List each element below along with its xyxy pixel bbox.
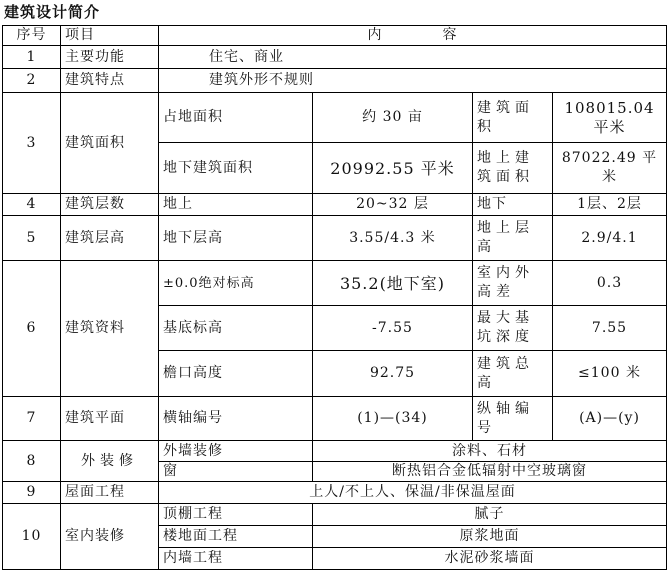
table-row — [3, 482, 667, 504]
table-row — [3, 194, 667, 216]
row-number: 3 — [3, 93, 61, 194]
row-number: 4 — [3, 194, 61, 216]
row-item: 建筑层数 — [61, 194, 159, 216]
row-value: 建筑外形不规则 — [159, 69, 667, 93]
header-content: 内 容 — [159, 26, 667, 46]
row-number: 10 — [3, 504, 61, 570]
cell-label: 基底标高 — [159, 306, 313, 351]
cell-value: 涂料、石材 — [313, 441, 667, 462]
header-seq: 序号 — [3, 26, 61, 46]
row-item: 建筑资料 — [61, 261, 159, 397]
row-item: 建筑特点 — [61, 69, 159, 93]
table-row — [3, 216, 667, 261]
cell-value: 1层、2层 — [553, 194, 667, 216]
table-row — [3, 46, 667, 69]
table-row — [3, 69, 667, 93]
table-row — [3, 441, 667, 462]
row-item: 外装修 — [61, 441, 159, 482]
cell-label: 窗 — [159, 462, 313, 482]
cell-label: 室内外高差 — [473, 261, 553, 306]
row-number: 1 — [3, 46, 61, 69]
cell-value: 腻子 — [313, 504, 667, 526]
cell-value: 108015.04 平米 — [553, 93, 667, 143]
row-number: 7 — [3, 397, 61, 441]
row-item: 建筑平面 — [61, 397, 159, 441]
cell-value: 断热铝合金低辐射中空玻璃窗 — [313, 462, 667, 482]
row-item: 室内装修 — [61, 504, 159, 570]
cell-label: 楼地面工程 — [159, 526, 313, 548]
cell-label: 建筑面积 — [473, 93, 553, 143]
cell-label: 地上层高 — [473, 216, 553, 261]
row-item: 建筑面积 — [61, 93, 159, 194]
cell-label: 内墙工程 — [159, 548, 313, 570]
row-item: 建筑层高 — [61, 216, 159, 261]
cell-value: 35.2(地下室) — [313, 261, 473, 306]
cell-value: 0.3 — [553, 261, 667, 306]
cell-value: 7.55 — [553, 306, 667, 351]
header-item: 项目 — [61, 26, 159, 46]
cell-label: ±0.0绝对标高 — [159, 261, 313, 306]
cell-label: 占地面积 — [159, 93, 313, 143]
cell-value: 水泥砂浆墙面 — [313, 548, 667, 570]
cell-label: 横轴编号 — [159, 397, 313, 441]
cell-label: 地上建筑面积 — [473, 143, 553, 194]
cell-label: 地上 — [159, 194, 313, 216]
table-row — [3, 504, 667, 526]
cell-label: 建筑总高 — [473, 351, 553, 397]
cell-value: (A)—(y) — [553, 397, 667, 441]
cell-label: 纵轴编号 — [473, 397, 553, 441]
row-number: 6 — [3, 261, 61, 397]
table-header-row — [3, 26, 667, 46]
table-row — [3, 397, 667, 441]
cell-label: 地下建筑面积 — [159, 143, 313, 194]
cell-value: -7.55 — [313, 306, 473, 351]
row-number: 9 — [3, 482, 61, 504]
cell-value: 原浆地面 — [313, 526, 667, 548]
building-design-table — [2, 25, 667, 570]
row-value: 住宅、商业 — [159, 46, 667, 69]
row-number: 5 — [3, 216, 61, 261]
cell-label: 最大基坑深度 — [473, 306, 553, 351]
cell-value: 92.75 — [313, 351, 473, 397]
document-title: 建筑设计简介 — [4, 3, 101, 21]
cell-value: 20992.55 平米 — [313, 143, 473, 194]
row-number: 8 — [3, 441, 61, 482]
cell-value: ≤100 米 — [553, 351, 667, 397]
cell-value: 3.55/4.3 米 — [313, 216, 473, 261]
row-value: 上人/不上人、保温/非保温屋面 — [159, 482, 667, 504]
row-item: 屋面工程 — [61, 482, 159, 504]
row-item: 主要功能 — [61, 46, 159, 69]
table-row — [3, 261, 667, 306]
cell-label: 外墙装修 — [159, 441, 313, 462]
cell-label: 地下 — [473, 194, 553, 216]
cell-value: 约 30 亩 — [313, 93, 473, 143]
cell-label: 檐口高度 — [159, 351, 313, 397]
row-number: 2 — [3, 69, 61, 93]
cell-label: 地下层高 — [159, 216, 313, 261]
table-row — [3, 93, 667, 143]
cell-value: (1)—(34) — [313, 397, 473, 441]
cell-value: 87022.49 平米 — [553, 143, 667, 194]
cell-label: 顶棚工程 — [159, 504, 313, 526]
cell-value: 2.9/4.1 — [553, 216, 667, 261]
cell-value: 20~32 层 — [313, 194, 473, 216]
